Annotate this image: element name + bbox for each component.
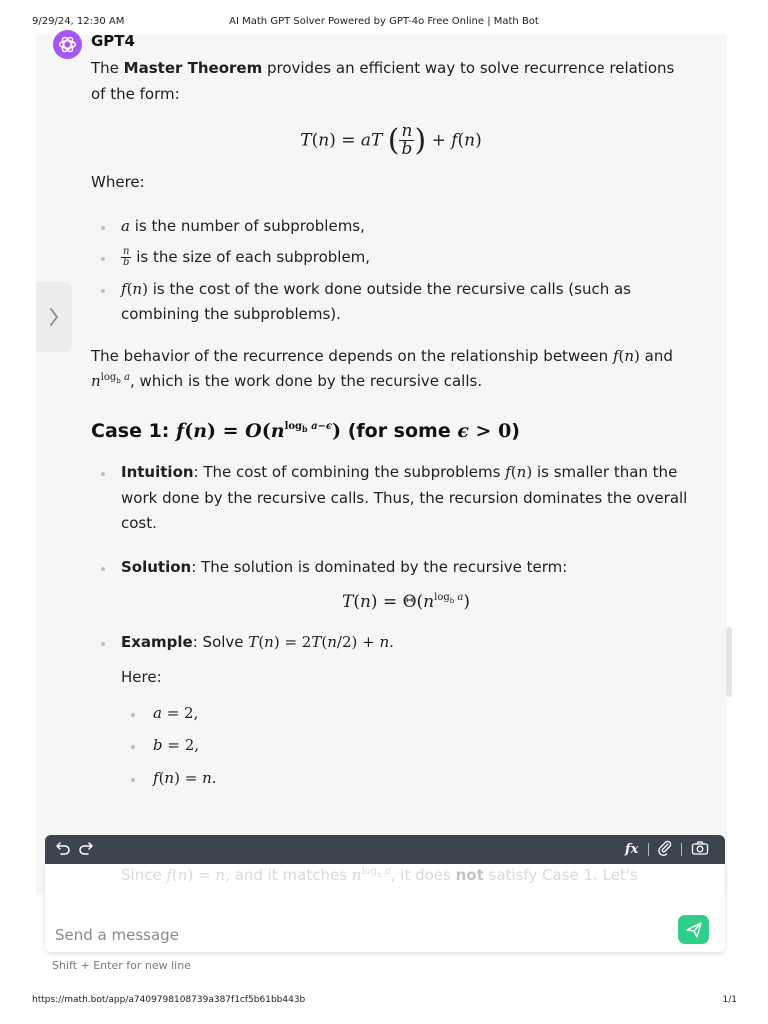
solution-item: Solution: The solution is dominated by the recursive term: $T(n) = \Theta(n^{log_b a})$ bbox=[91, 555, 691, 616]
list-item: f(n) is the cost of the work done outside the recursive calls (such as combining the subproblems). bbox=[91, 277, 691, 328]
bot-name: GPT4 bbox=[91, 32, 135, 50]
send-icon bbox=[685, 921, 703, 939]
redo-icon bbox=[78, 840, 94, 856]
message-input[interactable] bbox=[55, 926, 655, 944]
camera-icon bbox=[691, 840, 709, 856]
list-item: $\frac{n}{b}$ is the size of each subproblem, bbox=[91, 245, 691, 271]
recurrence-formula: T(n) = aT ( $\frac{n}{b}$ ) + f(n) bbox=[300, 121, 482, 159]
formula-button[interactable]: fx bbox=[625, 842, 639, 857]
print-header bbox=[0, 16, 768, 30]
composer-toolbar bbox=[45, 835, 725, 864]
sidebar-toggle-button[interactable] bbox=[36, 282, 72, 352]
paperclip-icon bbox=[657, 840, 673, 856]
print-url: https://math.bot/app/a7409798108739a387f1cf5b61bb443b bbox=[32, 995, 306, 1005]
variable-list bbox=[91, 214, 691, 328]
redo-button[interactable] bbox=[78, 840, 94, 860]
assistant-message bbox=[91, 56, 691, 791]
example-values bbox=[91, 701, 691, 792]
bot-avatar bbox=[53, 30, 82, 59]
list-item: a = 2, bbox=[91, 701, 691, 727]
intuition-item: Intuition: The cost of combining the subproblems f(n) is smaller than the work done by the recursive calls. Thus, the recursion dominates the overall cost. bbox=[91, 460, 691, 537]
case-1-details bbox=[91, 460, 691, 691]
camera-button[interactable] bbox=[691, 840, 709, 860]
here-label: Here: bbox=[121, 668, 162, 686]
intro-paragraph: The Master Theorem provides an efficient way to solve recurrence relations of the form: bbox=[91, 59, 675, 103]
faded-overflow-text: Since f(n) = n, and it matches $n^{log_b a}$, it does not satisfy Case 1. Let's bbox=[121, 866, 638, 884]
solution-formula: $T(n) = \Theta(n^{log_b a})$ bbox=[341, 592, 471, 612]
print-page-title: AI Math GPT Solver Powered by GPT-4o Free Online | Math Bot bbox=[229, 16, 539, 27]
toolbar-divider bbox=[681, 843, 682, 856]
newline-hint: Shift + Enter for new line bbox=[52, 959, 191, 972]
list-item: f(n) = n. bbox=[91, 766, 691, 792]
chevron-right-icon bbox=[36, 282, 72, 352]
undo-button[interactable] bbox=[55, 840, 71, 860]
case-1-heading: Case 1: $f(n) = O(n^{log_b a-\epsilon})$ (for some ϵ > 0) bbox=[91, 419, 520, 442]
example-item: Example: Solve T(n) = 2T(n/2) + n. Here: bbox=[91, 630, 691, 691]
toolbar-divider bbox=[648, 843, 649, 856]
where-label: Where: bbox=[91, 173, 145, 191]
message-composer bbox=[45, 864, 725, 952]
list-item: b = 2, bbox=[91, 733, 691, 759]
attach-button[interactable] bbox=[657, 840, 673, 860]
send-button[interactable] bbox=[678, 915, 709, 944]
openai-logo-icon bbox=[57, 34, 78, 55]
list-item: a is the number of subproblems, bbox=[91, 214, 691, 240]
print-datetime: 9/29/24, 12:30 AM bbox=[32, 16, 125, 27]
behavior-paragraph: The behavior of the recurrence depends on the relationship between f(n) and $n^{log_b a}$, which is the work done by the recursive calls. bbox=[91, 346, 673, 390]
undo-icon bbox=[55, 840, 71, 856]
scrollbar-thumb[interactable] bbox=[726, 627, 732, 697]
print-page-number: 1/1 bbox=[722, 995, 737, 1005]
